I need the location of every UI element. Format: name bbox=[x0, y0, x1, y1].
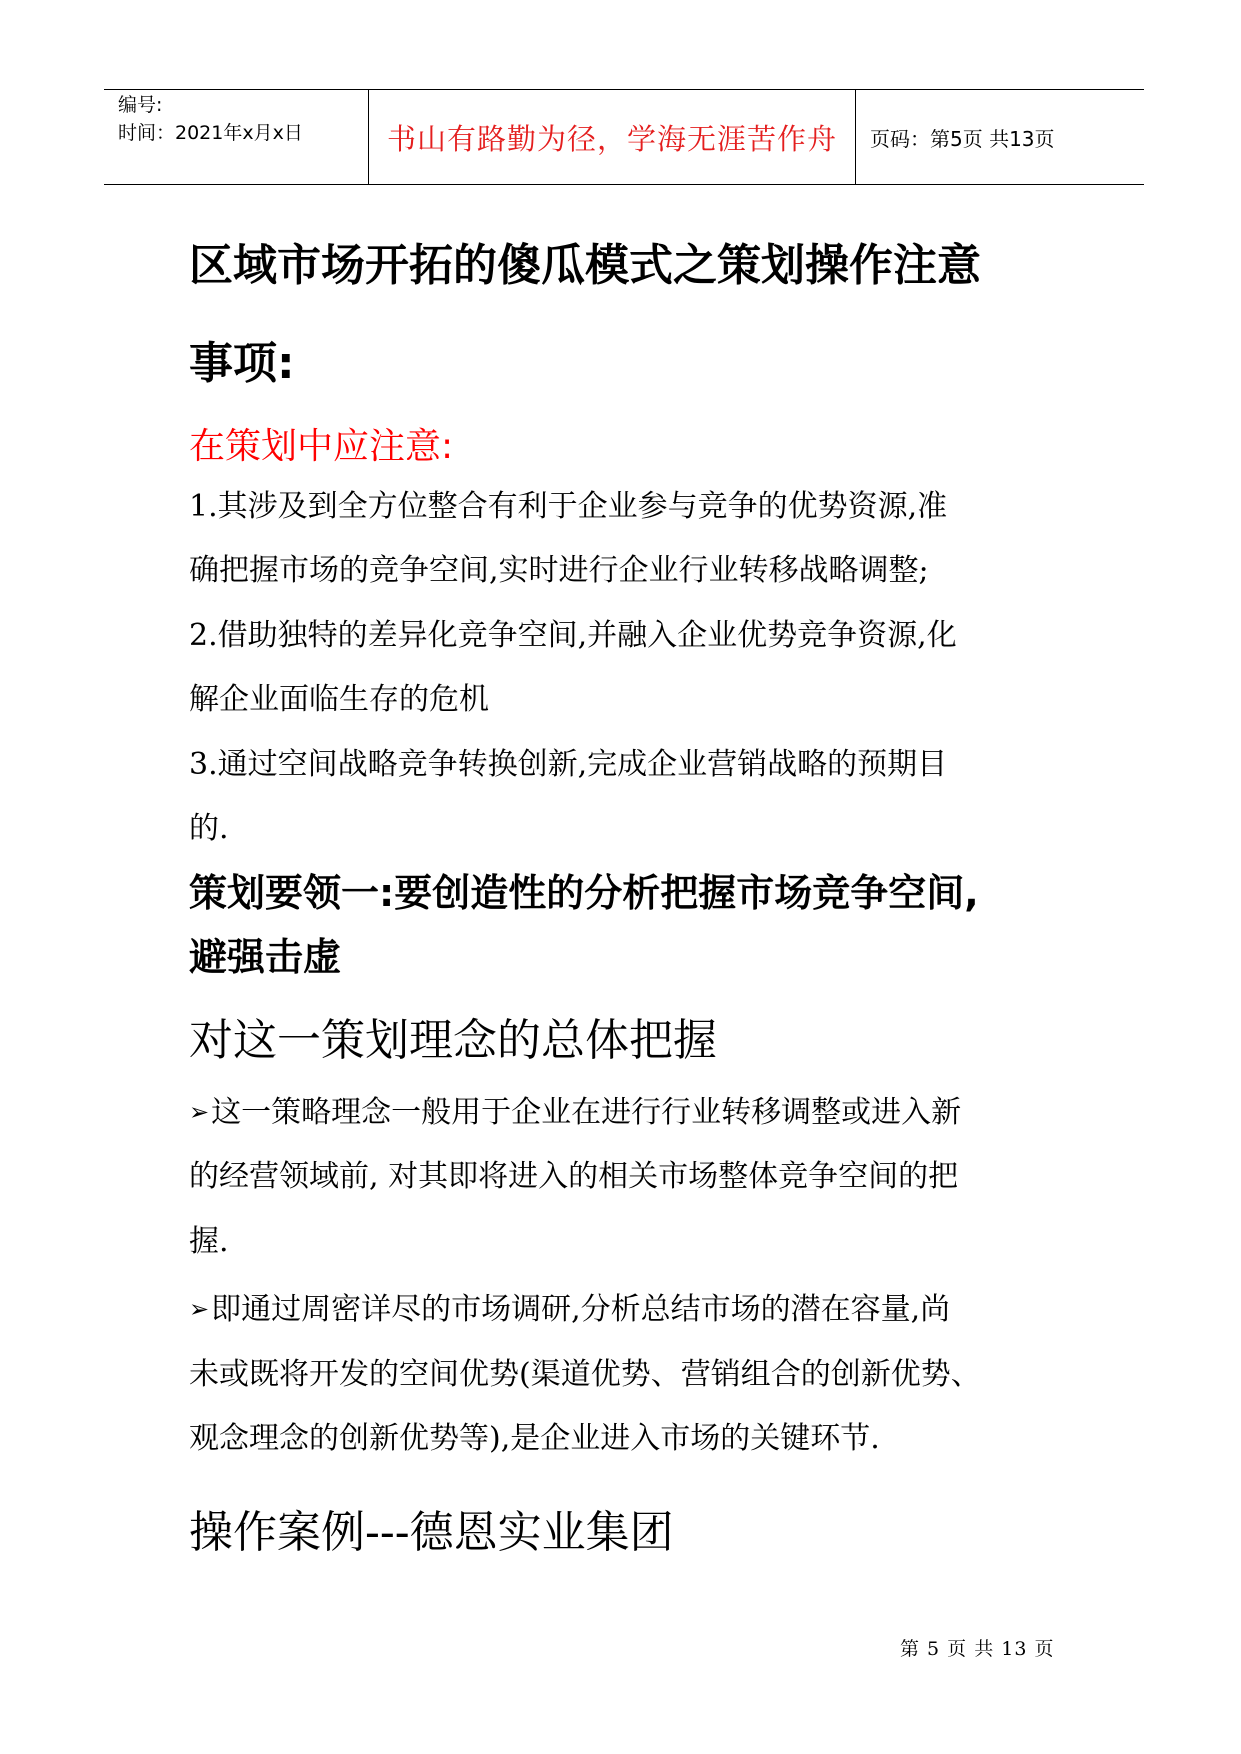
header-motto-cell bbox=[368, 90, 856, 184]
key-point-heading-line-1: 策划要领一:要创造性的分析把握市场竞争空间, bbox=[189, 871, 979, 915]
note-item-2-line-1: 2.借助独特的差异化竞争空间,并融入企业优势竞争资源,化 bbox=[189, 618, 957, 653]
bullet-1-line-2: 的经营领域前, 对其即将进入的相关市场整体竞争空间的把 bbox=[189, 1159, 959, 1194]
planning-notes-heading: 在策划中应注意: bbox=[189, 426, 454, 467]
bullet-arrow-icon: ➢ bbox=[189, 1098, 210, 1126]
note-item-3-line-1: 3.通过空间战略竞争转换创新,完成企业营销战略的预期目 bbox=[189, 747, 948, 782]
note-item-3-line-2: 的. bbox=[189, 811, 229, 846]
header-page-info: 页码：第5页 共13页 bbox=[870, 126, 1055, 151]
bullet-1-line-3: 握. bbox=[189, 1224, 229, 1259]
document-time-label: 时间：2021年x月x日 bbox=[118, 122, 303, 144]
bullet-2-line-3: 观念理念的创新优势等),是企业进入市场的关键环节. bbox=[189, 1421, 880, 1456]
note-item-1-line-1: 1.其涉及到全方位整合有利于企业参与竞争的优势资源,准 bbox=[189, 489, 948, 524]
note-item-1-line-2: 确把握市场的竞争空间,实时进行企业行业转移战略调整; bbox=[189, 553, 929, 588]
bullet-2-line-2: 未或既将开发的空间优势(渠道优势、营销组合的创新优势、 bbox=[189, 1357, 981, 1392]
note-item-2-line-2: 解企业面临生存的危机 bbox=[189, 682, 489, 717]
case-heading: 操作案例---德恩实业集团 bbox=[189, 1507, 674, 1558]
bullet-1-text: 这一策略理念一般用于企业在进行行业转移调整或进入新 bbox=[211, 1095, 962, 1130]
header-motto: 书山有路勤为径，学海无涯苦作舟 bbox=[386, 121, 837, 156]
key-point-heading-line-2: 避强击虚 bbox=[189, 935, 342, 979]
bullet-arrow-icon: ➢ bbox=[189, 1295, 210, 1323]
document-title-line-1: 区域市场开拓的傻瓜模式之策划操作注意 bbox=[189, 240, 981, 291]
bullet-2-line-1 bbox=[189, 1277, 950, 1342]
bullet-2-text: 即通过周密详尽的市场调研,分析总结市场的潜在容量,尚 bbox=[211, 1292, 951, 1327]
document-number-label: 编号: bbox=[118, 94, 163, 116]
overall-grasp-heading: 对这一策划理念的总体把握 bbox=[189, 1015, 717, 1066]
bullet-1-line-1 bbox=[189, 1080, 961, 1145]
page-footer: 第 5 页 共 13 页 bbox=[900, 1638, 1055, 1660]
document-header bbox=[104, 89, 1144, 185]
header-page-cell bbox=[856, 90, 1144, 184]
header-meta-cell bbox=[104, 90, 368, 184]
document-title-line-2: 事项: bbox=[189, 338, 295, 389]
